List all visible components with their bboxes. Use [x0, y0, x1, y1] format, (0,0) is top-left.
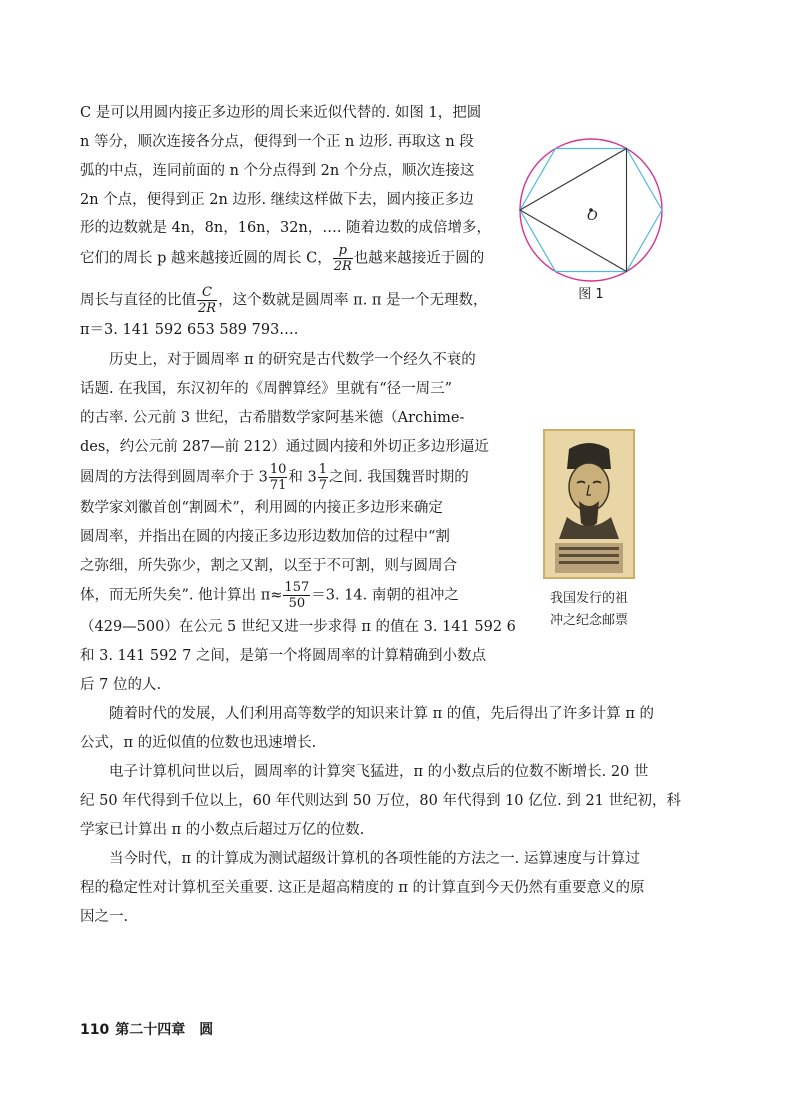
- text-line: n 等分，顺次连接各分点，便得到一个正 n 边形. 再取这 n 段: [80, 134, 474, 150]
- portrait-illustration: [553, 439, 625, 539]
- text-line: 历史上，对于圆周率 π 的研究是古代数学一个经久不衰的: [109, 352, 476, 368]
- fraction-numerator: p: [333, 243, 353, 259]
- stamp-caption-line-1: 我国发行的祖: [549, 591, 628, 606]
- text-line-with-fraction: [80, 243, 520, 274]
- mixed-fraction: [318, 462, 328, 493]
- text-line-with-fraction: [80, 285, 520, 316]
- text-segment: ，这个数就是圆周率 π. π 是一个无理数，: [218, 292, 488, 309]
- fraction-denominator: 50: [288, 596, 306, 611]
- text-segment: 它们的周长 p 越来越接近圆的周长 C，: [80, 250, 332, 267]
- text-segment: 圆周的方法得到圆周率介于: [80, 469, 259, 486]
- inscribed-triangle: [520, 149, 627, 272]
- text-line: π＝3. 141 592 653 589 793….: [80, 322, 299, 338]
- text-line: 圆周率，并指出在圆的内接正多边形边数加倍的过程中“割: [80, 529, 450, 545]
- fraction-numerator: 157: [284, 580, 310, 595]
- mixed-whole: 3: [258, 469, 268, 486]
- text-line: 数学家刘徽首创“割圆术”，利用圆的内接正多边形来确定: [80, 500, 443, 516]
- text-line: 程的稳定性对计算机至关重要. 这正是超高精度的 π 的计算直到今天仍然有重要意义的原: [80, 880, 645, 896]
- fraction-numerator: 10: [269, 462, 287, 477]
- text-line: 弧的中点，连同前面的 n 个分点得到 2n 个分点，顺次连接这: [80, 163, 475, 179]
- page-number: 110: [80, 1022, 110, 1038]
- fraction-c-over-2r: [197, 285, 217, 316]
- text-segment: 周长与直径的比值: [80, 292, 196, 309]
- text-line: 2n 个点，便得到正 2n 边形. 继续这样做下去，圆内接正多边: [80, 192, 474, 208]
- figure-1-caption: 图 1: [578, 287, 604, 302]
- text-segment: ＝3. 14. 南朝的祖冲之: [311, 587, 459, 604]
- stamp-inscription-block: [555, 543, 623, 573]
- mixed-number-3-10-71: [259, 462, 289, 493]
- text-line: 纪 50 年代得到千位以上，60 年代则达到 50 万位，80 年代得到 10 亿位. 到 21 世纪初，科: [80, 793, 682, 809]
- fraction-numerator: C: [197, 285, 217, 301]
- mixed-whole: 3: [307, 469, 317, 486]
- text-line: 电子计算机问世以后，圆周率的计算突飞猛进，π 的小数点后的位数不断增长. 20 世: [109, 764, 649, 780]
- text-line: des，约公元前 287—前 212）通过圆内接和外切正多边形逼近: [80, 439, 489, 455]
- text-line: 公式，π 的近似值的位数也迅速增长.: [80, 735, 317, 751]
- mixed-number-3-1-7: [308, 462, 330, 493]
- text-line-with-fraction: [80, 580, 520, 611]
- text-line: 后 7 位的人.: [80, 677, 162, 693]
- text-line: 的古率. 公元前 3 世纪，古希腊数学家阿基米德（Archime-: [80, 410, 465, 426]
- text-line: C 是可以用圆内接正多边形的周长来近似代替的. 如图 1，把圆: [80, 105, 482, 121]
- mixed-fraction: [269, 462, 288, 493]
- text-line-with-fractions: [80, 462, 520, 493]
- fraction-numerator: 1: [318, 462, 328, 477]
- fraction-denominator: 2R: [198, 301, 217, 316]
- page-footer: [80, 1019, 213, 1039]
- chapter-title: 第二十四章 圆: [115, 1022, 214, 1038]
- text-line: 当今时代，π 的计算成为测试超级计算机的各项性能的方法之一. 运算速度与计算过: [109, 851, 640, 867]
- stamp-caption-line-2: 冲之纪念邮票: [549, 613, 628, 628]
- fraction-157-over-50: [283, 580, 310, 611]
- fraction-denominator: 71: [269, 478, 287, 493]
- text-line: 学家已计算出 π 的小数点后超过万亿的位数.: [80, 822, 365, 838]
- text-segment: 和: [288, 469, 308, 486]
- text-segment: 也越来越接近于圆的: [353, 250, 485, 267]
- text-line: 和 3. 141 592 7 之间，是第一个将圆周率的计算精确到小数点: [80, 648, 486, 664]
- figure-1-inscribed-polygons: [517, 136, 665, 284]
- fraction-denominator: 2R: [333, 259, 352, 274]
- text-segment: 体，而无所失矣”. 他计算出 π≈: [80, 587, 283, 604]
- text-line: 之弥细，所失弥少，割之又割，以至于不可割，则与圆周合: [80, 558, 457, 574]
- text-segment: 之间. 我国魏晋时期的: [329, 469, 469, 486]
- zu-chongzhi-stamp-image: [543, 429, 635, 579]
- text-line: 随着时代的发展，人们利用高等数学的知识来计算 π 的值，先后得出了许多计算 π 的: [109, 706, 654, 722]
- center-label: O: [587, 209, 598, 224]
- text-line: 因之一.: [80, 909, 129, 925]
- fraction-denominator: 7: [318, 478, 328, 493]
- text-line: 话题. 在我国，东汉初年的《周髀算经》里就有“径一周三”: [80, 381, 453, 397]
- fraction-p-over-2r: [333, 243, 353, 274]
- text-line: 形的边数就是 4n，8n，16n，32n，…. 随着边数的成倍增多，: [80, 220, 492, 236]
- text-line: （429—500）在公元 5 世纪又进一步求得 π 的值在 3. 141 592 6: [80, 619, 516, 635]
